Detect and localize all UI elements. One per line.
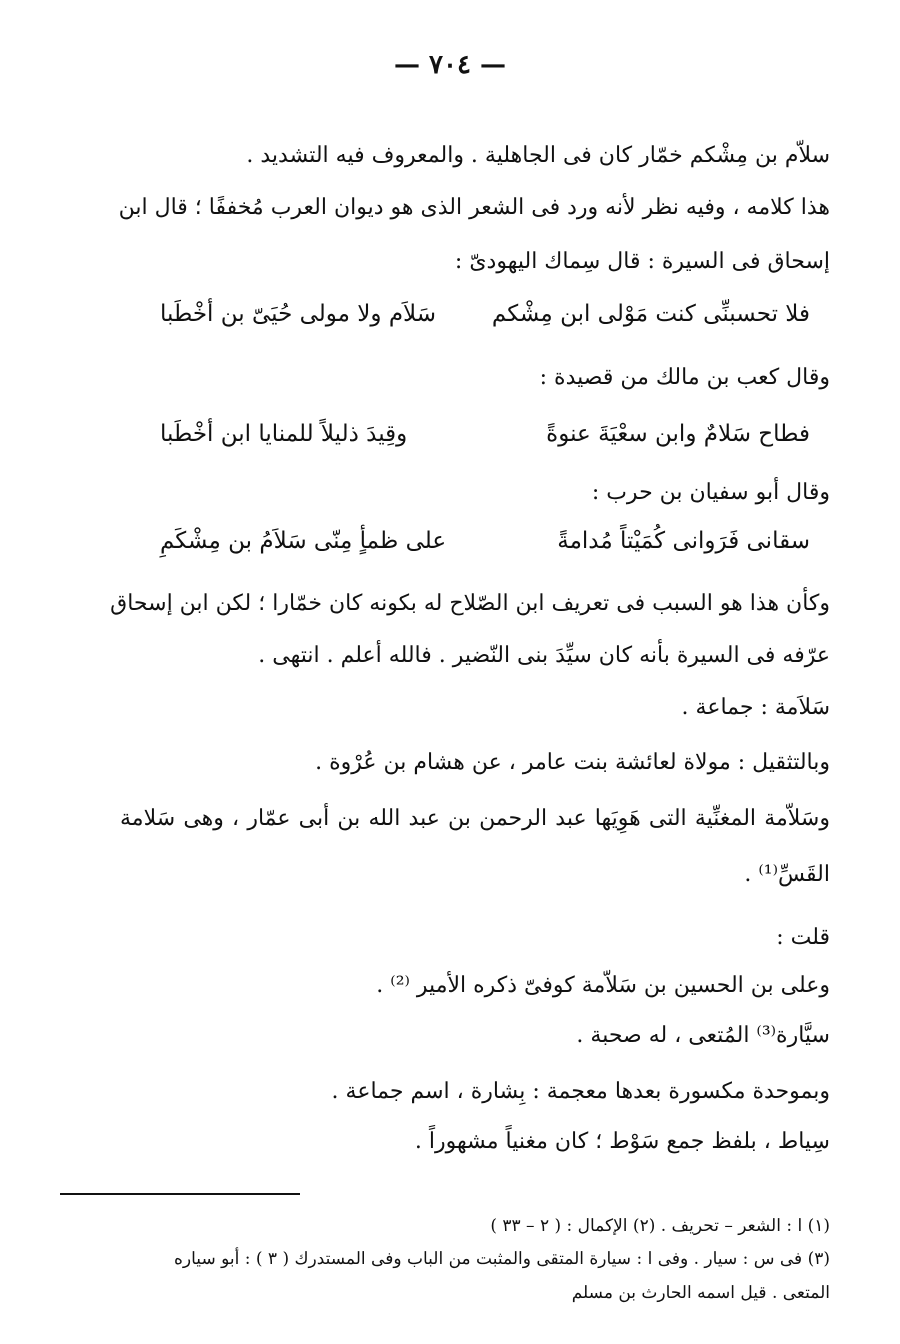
verse-1-first-hemistich: فلا تحسبنِّى كنت مَوْلى ابن مِشْكم [491, 301, 810, 327]
verse-3-first-hemistich: سقانى فَرَوانى كُمَيْتاً مُدامةً [557, 528, 810, 554]
verse-2-second-hemistich: وقِيدَ ذليلاً للمنايا ابن أخْطَبا [160, 421, 408, 447]
verse-1 [160, 301, 810, 329]
text-line: عرّفه فى السيرة بأنه كان سيِّدَ بنى النّضير . فالله أعلم . انتهى . [258, 643, 830, 668]
verse-2-first-hemistich: فطاح سَلامٌ وابن سعْيَةَ عنوةً [546, 421, 810, 447]
verse-2 [160, 421, 810, 449]
verse-1-second-hemistich: سَلاَم ولا مولى حُيَىّ بن أخْطَبا [160, 301, 437, 327]
verse-intro: وقال كعب بن مالك من قصيدة : [539, 365, 830, 390]
footnote-separator [60, 1193, 300, 1195]
footnote-line: (١) ا : الشعر – تحريف . (٢) الإكمال : ( ٢ – ٣٣ ) [490, 1216, 830, 1236]
footnote-line: المتعى . قيل اسمه الحارث بن مسلم [571, 1283, 830, 1303]
text-line: سَلاَمة : جماعة . [681, 695, 830, 720]
verse-3-second-hemistich: على ظمأٍ مِنّى سَلاَمُ بن مِشْكَمِ [160, 528, 447, 554]
footnote-line: (٣) فى س : سيار . وفى ا : سيارة المتقى والمثبت من الباب وفى المستدرك ( ٣ ) : أبو سياره [174, 1249, 830, 1269]
text-line: القَسِّ⁽¹⁾ . [744, 862, 830, 887]
text-line: هذا كلامه ، وفيه نظر لأنه ورد فى الشعر الذى هو ديوان العرب مُخففًا ؛ قال ابن [118, 195, 830, 220]
text-line: سيَّارة⁽³⁾ المُتعى ، له صحبة . [576, 1023, 830, 1048]
text-line: وعلى بن الحسين بن سَلاّمة كوفىّ ذكره الأمير ⁽²⁾ . [376, 973, 830, 998]
text-line: وبموحدة مكسورة بعدها معجمة : بِشارة ، اسم جماعة . [331, 1079, 830, 1104]
text-line: قلت : [776, 925, 830, 950]
text-line: سِياط ، بلفظ جمع سَوْط ؛ كان مغنياً مشهوراً . [414, 1129, 830, 1154]
verse-3 [160, 528, 810, 556]
text-line: وبالتثقيل : مولاة لعائشة بنت عامر ، عن هشام بن عُرْوة . [315, 750, 830, 775]
page-number: — ٧٠٤ — [393, 50, 507, 80]
verse-intro: وقال أبو سفيان بن حرب : [591, 480, 830, 505]
text-line: إسحاق فى السيرة : قال سِماك اليهودىّ : [454, 249, 830, 274]
text-line: سلاّم بن مِشْكم خمّار كان فى الجاهلية . والمعروف فيه التشديد . [246, 143, 830, 168]
text-line: وسَلاّمة المغنِّية التى هَوِيَها عبد الرحمن بن عبد الله بن أبى عمّار ، وهى سَلامة [120, 806, 830, 831]
text-line: وكأن هذا هو السبب فى تعريف ابن الصّلاح له بكونه كان خمّارا ؛ لكن ابن إسحاق [110, 591, 830, 616]
